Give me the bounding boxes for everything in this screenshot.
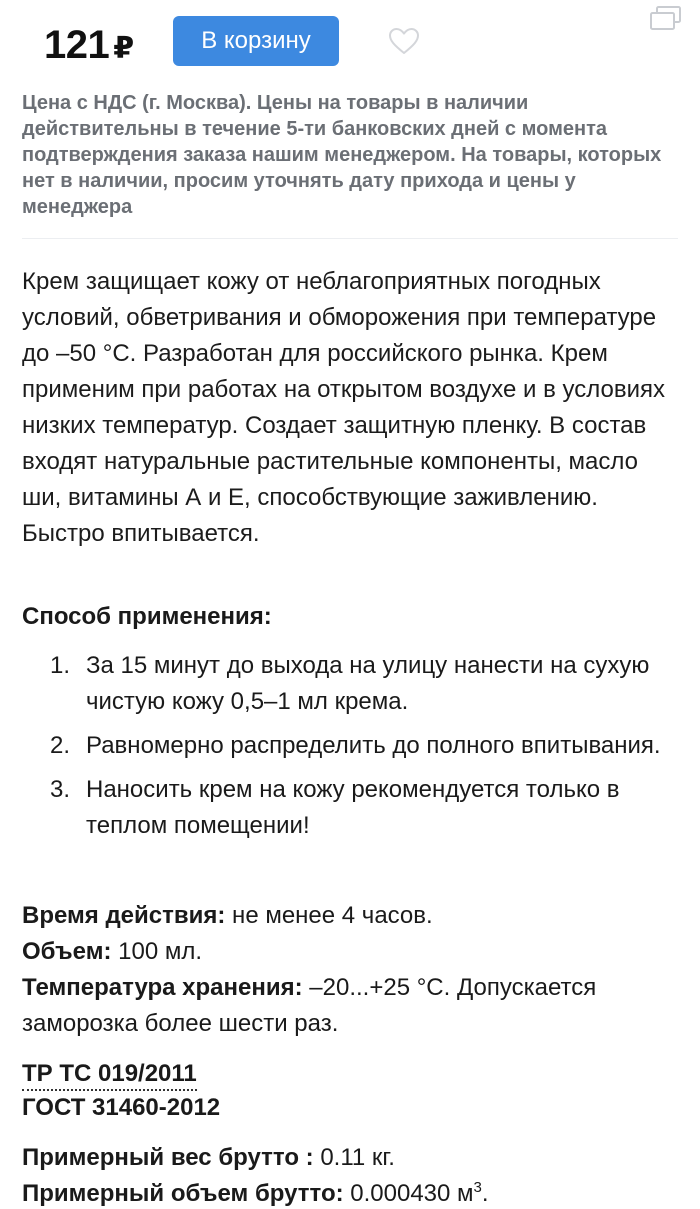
usage-step: [22, 648, 672, 720]
currency-sign: ₽: [113, 32, 134, 65]
product-description: Крем защищает кожу от неблагоприятных погодных условий, обветривания и обморожения при температуре до –50 °C. Разработан для российского рынка. Крем применим при работах на открытом воздухе и в условиях низких температур. Создает защитную пленку. В состав входят натуральные растительные компоненты, масло ши, витамины А и Е, способствующие заживлению. Быстро впитывается.: [22, 268, 666, 547]
action-time-label: Время действия:: [22, 902, 226, 929]
action-time-row: [22, 898, 672, 934]
gross-volume-row: [22, 1176, 489, 1209]
standards: [22, 1057, 220, 1125]
price-note: Цена с НДС (г. Москва). Цены на товары в наличии действительны в течение 5-ти банковских дней с момента подтверждения заказа нашим менеджером. На товары, которых нет в наличии, просим уточнять дату прихода и цены у менеджера: [22, 92, 662, 218]
gross-volume-label: Примерный объем брутто:: [22, 1180, 344, 1207]
storage-temp-value: –20...+25 °C. Допускается заморозка более шести раз.: [22, 974, 597, 1037]
cubic-superscript: 3: [473, 1179, 482, 1196]
gross-weight-value: 0.11 кг.: [313, 1144, 395, 1171]
step-text: Равномерно распределить до полного впитывания.: [86, 732, 661, 759]
step-number: 3.: [50, 776, 71, 803]
product-properties: [22, 898, 672, 1042]
compare-icon[interactable]: [648, 5, 682, 31]
gost-label: ГОСТ 31460-2012: [22, 1094, 221, 1121]
action-time-value: не менее 4 часов.: [225, 902, 433, 929]
step-number: 1.: [50, 652, 71, 679]
buy-row: [22, 0, 678, 90]
heart-icon[interactable]: [388, 27, 420, 55]
storage-temp-label: Температура хранения:: [22, 974, 303, 1001]
usage-step: [22, 772, 672, 844]
gross-weight-row: [22, 1140, 489, 1176]
tr-ts-link[interactable]: ТР ТС 019/2011: [22, 1059, 197, 1091]
gross-weight-label: Примерный вес брутто :: [22, 1144, 314, 1171]
storage-temp-row: [22, 970, 672, 1042]
gross-volume-end: .: [481, 1180, 489, 1207]
volume-label: Объем:: [22, 938, 112, 965]
add-to-cart-button[interactable]: В корзину: [173, 16, 339, 66]
step-number: 2.: [50, 732, 71, 759]
gross-info: [22, 1140, 489, 1209]
usage-title: Способ применения:: [22, 603, 272, 630]
step-text: За 15 минут до выхода на улицу нанести на сухую чистую кожу 0,5–1 мл крема.: [86, 652, 650, 715]
volume-row: [22, 934, 672, 970]
price: [44, 22, 134, 72]
volume-value: 100 мл.: [111, 938, 203, 965]
price-value: 121: [44, 23, 110, 67]
step-text: Наносить крем на кожу рекомендуется только в теплом помещении!: [86, 776, 620, 839]
gross-volume-value: 0.000430 м: [343, 1180, 474, 1207]
divider: [22, 238, 678, 239]
usage-steps: [22, 648, 672, 852]
usage-step: [22, 728, 672, 764]
